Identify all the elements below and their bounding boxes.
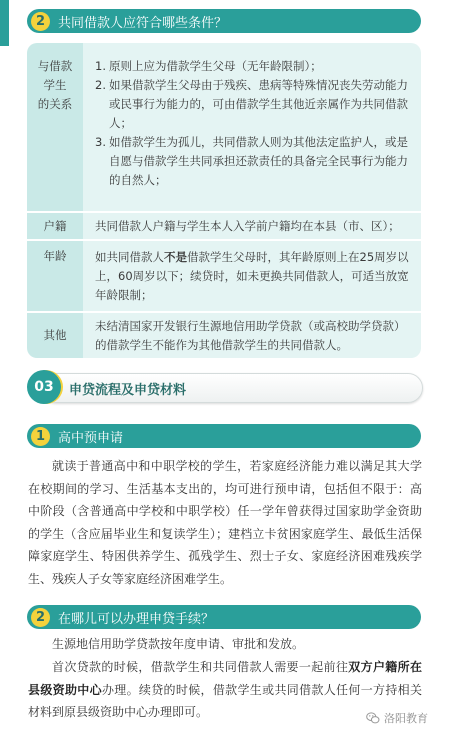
relation-label-line: 的关系 xyxy=(37,97,73,111)
item-number: 2. xyxy=(95,78,106,92)
relation-content xyxy=(83,43,421,213)
section2-header xyxy=(27,9,421,33)
huji-label: 户籍 xyxy=(27,213,83,241)
sub1-number: 1 xyxy=(31,427,50,446)
sub2-header xyxy=(27,605,421,629)
sub2-number: 2 xyxy=(31,608,50,627)
section03-title: 申贷流程及申贷材料 xyxy=(69,383,187,398)
age-label: 年龄 xyxy=(27,241,83,313)
item-number: 3. xyxy=(95,135,106,149)
table-row xyxy=(27,241,421,313)
item-text: 如借款学生为孤儿，共同借款人则为其他法定监护人，或是自愿与借款学生共同承担还款责任的具备完全民事行为能力的自然人； xyxy=(109,135,408,187)
table-row xyxy=(27,213,421,241)
sub1-header xyxy=(27,424,421,448)
sub2-title: 在哪儿可以办理申贷手续？ xyxy=(58,611,215,627)
conditions-table xyxy=(27,43,421,358)
section03-header xyxy=(27,370,423,404)
list-item xyxy=(95,57,413,76)
wechat-icon xyxy=(366,711,380,725)
watermark-text: 洛阳教育 xyxy=(384,712,428,725)
other-content: 未结清国家开发银行生源地信用助学贷款（或高校助学贷款）的借款学生不能作为其他借款学生的共同借款人。 xyxy=(83,313,421,358)
sub2-paragraph-2 xyxy=(28,656,422,724)
item-number: 1. xyxy=(95,59,106,73)
huji-content: 共同借款人户籍与学生本人入学前户籍均在本县（市、区）； xyxy=(83,213,421,241)
relation-label-line: 学生 xyxy=(43,78,67,92)
sub1-paragraph: 就读于普通高中和中职学校的学生，若家庭经济能力难以满足其大学在校期间的学习、生活基本支出的，均可进行预申请，包括但不限于：高中阶段（含普通高中学校和中职学校）任一学年曾获得过国家助学金资助的学生（含应届毕业生和复读学生）；建档立卡贫困家庭学生、最低生活保障家庭学生、特困供养学生、孤残学生、烈士子女、家庭经济困难残疾学生、残疾人子女等家庭经济困难学生。 xyxy=(28,459,422,586)
age-text-before: 如共同借款人 xyxy=(95,249,164,264)
sub2-para2-before: 首次贷款的时候，借款学生和共同借款人需要一起前往 xyxy=(52,660,349,674)
age-text-bold: 不是 xyxy=(164,249,187,264)
sub1-title: 高中预申请 xyxy=(58,430,124,446)
section03-number: 03 xyxy=(27,370,61,404)
relation-label-line: 与借款 xyxy=(37,59,73,73)
list-item xyxy=(95,133,413,190)
item-text: 原则上应为借款学生父母（无年龄限制）； xyxy=(109,59,322,73)
table-row xyxy=(27,43,421,213)
age-text-after: 借款学生父母时，其年龄原则上在25周岁以上，60周岁以下；续贷时，如未更换共同借款人，可适当放宽年龄限制； xyxy=(95,249,409,302)
item-text: 如果借款学生父母由于残疾、患病等特殊情况丧失劳动能力或民事行为能力的，可由借款学生其他近亲属作为共同借款人； xyxy=(109,78,408,130)
sub2-para2-after: 办理。续贷的时候，借款学生或共同借款人任何一方持相关材料到原县级资助中心办理即可。 xyxy=(28,682,422,719)
sub2-paragraph-1: 生源地信用助学贷款按年度申请、审批和发放。 xyxy=(52,637,305,651)
sub2-para2-bold: 双方户籍所在县级资助中心 xyxy=(28,660,422,697)
list-item xyxy=(95,76,413,133)
section2-number: 2 xyxy=(31,12,50,31)
relation-label xyxy=(27,43,83,213)
watermark xyxy=(364,709,430,727)
table-row xyxy=(27,313,421,358)
section2-title: 共同借款人应符合哪些条件？ xyxy=(58,15,228,31)
age-content xyxy=(83,241,421,313)
other-label: 其他 xyxy=(27,313,83,358)
left-edge-decoration xyxy=(0,0,9,46)
